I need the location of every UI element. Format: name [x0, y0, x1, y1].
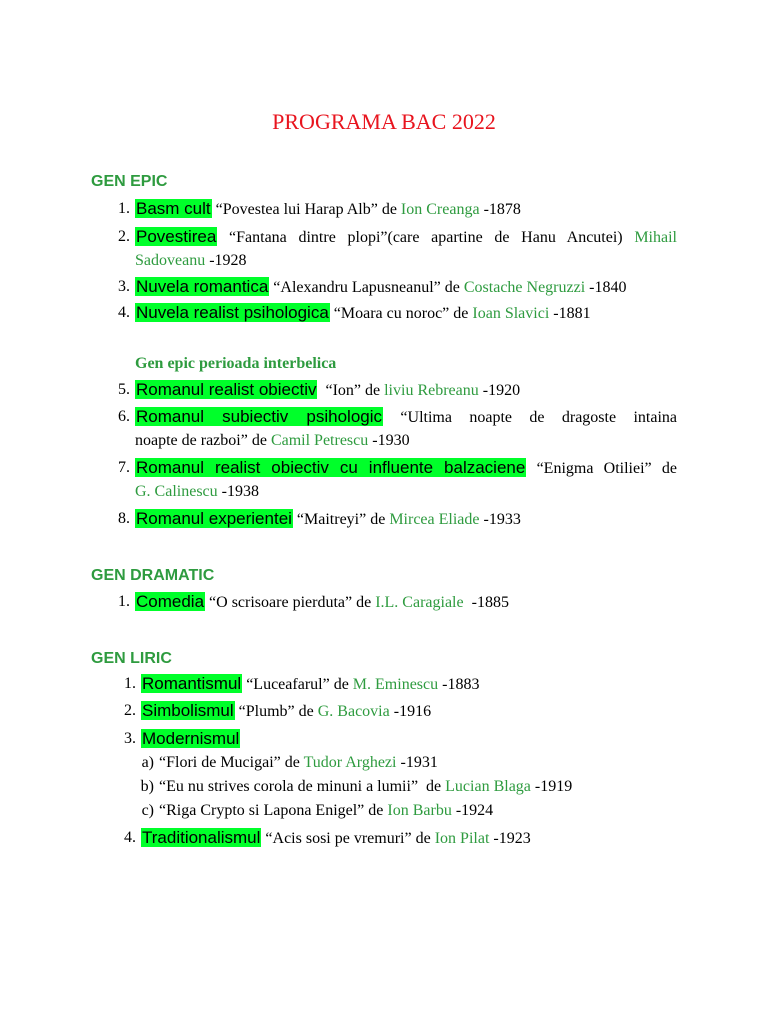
author-name: Ion Barbu	[387, 802, 452, 819]
author-name: Ion Pilat	[434, 830, 490, 847]
author-name: M. Eminescu	[352, 676, 439, 693]
de-word: de	[284, 754, 300, 771]
item-text	[135, 300, 677, 326]
year: -1883	[442, 676, 480, 693]
sub-item-letter: a)	[141, 754, 154, 771]
year: -1923	[493, 830, 531, 847]
work-title: “Riga Crypto si Lapona Enigel”	[159, 802, 365, 819]
genre-highlight: Romanul subiectiv psihologic	[136, 407, 383, 426]
item-number: 2.	[124, 702, 136, 719]
genre-highlight: Traditionalismul	[142, 828, 261, 847]
author-name: Mircea Eliade	[389, 511, 480, 528]
author-name: Sadoveanu	[135, 252, 206, 269]
work-title: “Fantana dintre plopi”(care apartine de Hanu Ancutei)	[229, 229, 623, 246]
work-title: “Flori de Mucigai”	[159, 754, 281, 771]
author-name: Ion Creanga	[400, 201, 480, 218]
section-heading-gen-epic: GEN EPIC	[91, 173, 168, 190]
item-text	[135, 224, 677, 250]
item-text	[135, 274, 677, 300]
work-title: “Alexandru Lapusneanul”	[273, 279, 441, 296]
item-text	[141, 671, 683, 697]
page-title: PROGRAMA BAC 2022	[272, 109, 496, 134]
de-word: de	[298, 703, 314, 720]
item-number: 4.	[118, 304, 130, 321]
item-number: 1.	[118, 200, 130, 217]
genre-highlight: Romantismul	[142, 674, 242, 693]
work-title: “Enigma Otiliei”	[536, 460, 652, 477]
genre-highlight: Nuvela realist psihologica	[136, 303, 329, 322]
item-text	[135, 455, 677, 481]
genre-highlight: Povestirea	[136, 227, 217, 246]
year: -1916	[393, 703, 432, 720]
author-name: Mihail	[634, 229, 677, 246]
year: -1881	[553, 305, 591, 322]
year: -1885	[471, 594, 509, 611]
genre-highlight: Basm cult	[136, 199, 211, 218]
genre-highlight: Simbolismul	[142, 701, 234, 720]
item-number: 3.	[124, 730, 136, 747]
de-word: de	[251, 432, 267, 449]
de-word: de	[661, 460, 677, 477]
work-title: “Ultima noapte de dragoste intaina	[400, 409, 677, 426]
sub-item-text	[159, 775, 572, 799]
de-word: de	[333, 676, 349, 693]
item-continuation	[135, 479, 259, 504]
de-word: de	[370, 511, 386, 528]
de-word: de	[453, 305, 469, 322]
author-name: I.L. Caragiale	[375, 594, 464, 611]
sub-item-text	[159, 799, 493, 823]
item-text	[135, 506, 677, 532]
item-text	[135, 196, 677, 222]
item-continuation	[135, 248, 247, 273]
author-name: Tudor Arghezi	[303, 754, 397, 771]
de-word: de	[415, 830, 431, 847]
sub-item-letter: c)	[141, 802, 154, 819]
year: -1878	[483, 201, 521, 218]
sub-item-text	[159, 751, 438, 775]
author-name: liviu Rebreanu	[384, 382, 479, 399]
item-text	[141, 825, 683, 851]
de-word: de	[444, 279, 460, 296]
work-title: “O scrisoare pierduta”	[209, 594, 353, 611]
genre-highlight: Romanul realist obiectiv	[136, 380, 317, 399]
item-number: 6.	[118, 408, 130, 425]
item-number: 8.	[118, 510, 130, 527]
item-text	[141, 698, 683, 724]
year: -1840	[589, 279, 627, 296]
item-text	[135, 377, 677, 403]
author-name: Ioan Slavici	[472, 305, 550, 322]
year: -1928	[209, 252, 247, 269]
genre-highlight: Romanul realist obiectiv cu influente balzaciene	[136, 458, 526, 477]
year: -1938	[221, 483, 259, 500]
sub-item-letter: b)	[140, 778, 154, 795]
work-title: “Moara cu noroc”	[333, 305, 450, 322]
author-name: G. Bacovia	[317, 703, 390, 720]
de-word: de	[381, 201, 397, 218]
genre-highlight: Romanul experientei	[136, 509, 292, 528]
item-number: 5.	[118, 381, 130, 398]
year: -1930	[372, 432, 410, 449]
item-text	[135, 404, 677, 430]
year: -1919	[534, 778, 573, 795]
work-title: “Maitreyi”	[296, 511, 367, 528]
author-name: Camil Petrescu	[270, 432, 369, 449]
author-name: Lucian Blaga	[445, 778, 531, 795]
item-text	[141, 726, 683, 752]
item-continuation	[135, 428, 410, 453]
author-name: G. Calinescu	[135, 483, 218, 500]
work-title: “Povestea lui Harap Alb”	[215, 201, 378, 218]
de-word: de	[426, 778, 442, 795]
item-text	[135, 589, 677, 615]
author-name: Costache Negruzzi	[463, 279, 586, 296]
work-title: “Eu nu strives corola de minuni a lumii”	[159, 778, 419, 795]
de-word: de	[356, 594, 372, 611]
work-title: “Ion”	[325, 382, 361, 399]
item-number: 1.	[124, 675, 136, 692]
year: -1920	[482, 382, 521, 399]
genre-highlight: Comedia	[136, 592, 205, 611]
de-word: de	[365, 382, 381, 399]
subheading-interbelica: Gen epic perioada interbelica	[135, 355, 337, 372]
year: -1933	[483, 511, 521, 528]
work-title: “Luceafarul”	[246, 676, 330, 693]
item-number: 4.	[124, 829, 136, 846]
item-number: 1.	[118, 593, 130, 610]
year: -1931	[400, 754, 438, 771]
section-heading-gen-dramatic: GEN DRAMATIC	[91, 567, 215, 584]
genre-highlight: Nuvela romantica	[136, 277, 269, 296]
item-number: 3.	[118, 278, 130, 295]
genre-highlight: Modernismul	[142, 729, 240, 748]
work-title: noapte de razboi”	[135, 432, 248, 449]
de-word: de	[368, 802, 384, 819]
item-number: 2.	[118, 228, 130, 245]
work-title: “Plumb”	[238, 703, 295, 720]
year: -1924	[455, 802, 494, 819]
section-heading-gen-liric: GEN LIRIC	[91, 650, 172, 667]
item-number: 7.	[118, 459, 130, 476]
work-title: “Acis sosi pe vremuri”	[265, 830, 412, 847]
